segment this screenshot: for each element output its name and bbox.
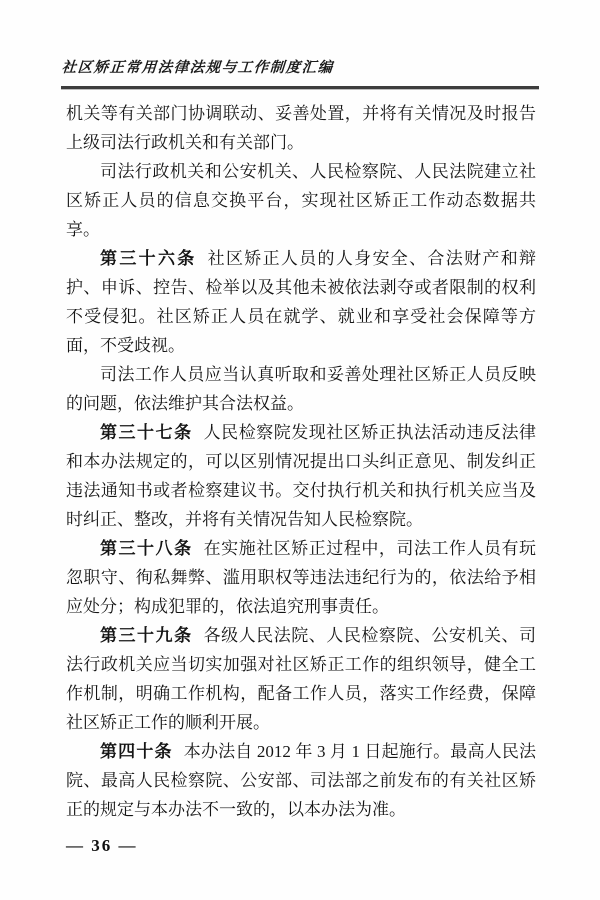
document-body — [66, 99, 536, 824]
running-head-title: 社区矫正常用法律法规与工作制度汇编 — [61, 60, 335, 76]
article-paragraph: 第四十条 本办法自 2012 年 3 月 1 日起施行。最高人民法院、最高人民检察院、公安部、司法部之前发布的有关社区矫正的规定与本办法不一致的，以本办法为准。 — [66, 742, 537, 819]
page-header — [61, 56, 539, 89]
page-footer — [66, 836, 138, 856]
article-number: 第三十八条 — [100, 539, 193, 558]
article-number: 第三十九条 — [100, 626, 193, 645]
paragraph: 机关等有关部门协调联动、妥善处置，并将有关情况及时报告上级司法行政机关和有关部门。 — [66, 104, 536, 152]
article-number: 第三十六条 — [100, 249, 197, 268]
article-paragraph: 第三十八条 在实施社区矫正过程中，司法工作人员有玩忽职守、徇私舞弊、滥用职权等违法违纪行为的，依法给予相应处分；构成犯罪的，依法追究刑事责任。 — [66, 539, 537, 616]
page-number: — 36 — — [66, 836, 138, 855]
article-paragraph: 第三十七条 人民检察院发现社区矫正执法活动违反法律和本办法规定的，可以区别情况提出口头纠正意见、制发纠正违法通知书或者检察建议书。交付执行机关和执行机关应当及时纠正、整改，并将有关情况告知人民检察院。 — [66, 423, 537, 529]
paragraph: 司法工作人员应当认真听取和妥善处理社区矫正人员反映的问题，依法维护其合法权益。 — [66, 365, 536, 413]
article-paragraph: 第三十六条 社区矫正人员的人身安全、合法财产和辩护、申诉、控告、检举以及其他未被依法剥夺或者限制的权利不受侵犯。社区矫正人员在就学、就业和享受社会保障等方面，不受歧视。 — [66, 249, 537, 355]
header-rule — [61, 86, 539, 89]
paragraph: 司法行政机关和公安机关、人民检察院、人民法院建立社区矫正人员的信息交换平台，实现社区矫正工作动态数据共享。 — [66, 162, 536, 239]
article-paragraph: 第三十九条 各级人民法院、人民检察院、公安机关、司法行政机关应当切实加强对社区矫正工作的组织领导，健全工作机制，明确工作机构，配备工作人员，落实工作经费，保障社区矫正工作的顺利开展。 — [66, 626, 537, 732]
article-number: 第三十七条 — [100, 423, 193, 442]
article-number: 第四十条 — [100, 742, 173, 761]
